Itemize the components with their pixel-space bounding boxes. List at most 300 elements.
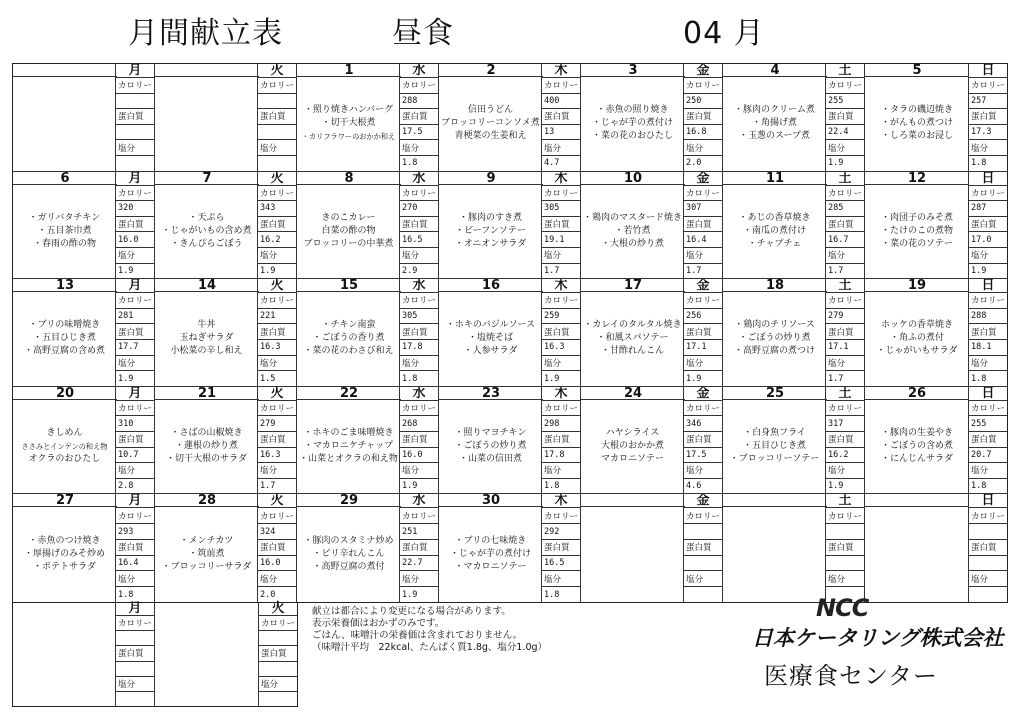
- dish-item: ・五目ひじき煮: [32, 333, 96, 344]
- calorie-value: 287: [969, 201, 1007, 217]
- protein-value: 17.5: [684, 448, 722, 464]
- protein-value: 16.3: [258, 340, 296, 356]
- calorie-value: 279: [826, 309, 864, 325]
- calorie-label: カロリー: [684, 401, 722, 417]
- day-number: 7: [155, 172, 259, 185]
- calorie-label: カロリー: [116, 78, 154, 94]
- calorie-value: 285: [826, 201, 864, 217]
- day-cell: [865, 172, 1007, 280]
- calorie-value: 255: [969, 416, 1007, 432]
- nutrition-column: [399, 279, 438, 386]
- protein-value: 22.4: [826, 125, 864, 141]
- menu-items: [13, 185, 116, 279]
- dish-item: ・南瓜の煮付け: [742, 225, 806, 236]
- menu-items: [865, 507, 969, 602]
- dish-item: ・さばの山椒焼き: [170, 428, 243, 439]
- protein-label: 蛋白質: [259, 646, 297, 661]
- protein-value: 16.5: [400, 232, 438, 248]
- nutrition-column: [683, 172, 722, 279]
- dish-item: 白菜の酢の物: [321, 225, 376, 236]
- protein-value: [684, 556, 722, 572]
- dish-item: ・豚肉のクリーム煮: [733, 105, 815, 116]
- weekday-label: 土: [826, 172, 864, 186]
- calorie-label: カロリー: [400, 78, 438, 94]
- weekday-label: 土: [826, 279, 864, 293]
- day-cell: [581, 279, 723, 387]
- day-cell: [581, 172, 723, 280]
- nutrition-column: [541, 494, 580, 602]
- day-cell: [581, 494, 723, 602]
- day-number: 20: [13, 387, 117, 400]
- center-name: 医療食センター: [764, 662, 939, 690]
- calorie-value: 324: [258, 524, 296, 540]
- menu-items: [581, 507, 684, 602]
- weekday-label: 火: [258, 387, 296, 401]
- weekday-label: 土: [826, 494, 864, 508]
- salt-value: 1.9: [260, 265, 276, 276]
- salt-value: 1.7: [260, 481, 276, 492]
- salt-value: 1.5: [260, 373, 276, 384]
- calorie-label: カロリー: [826, 401, 864, 417]
- dish-item: ・人参サラダ: [463, 346, 518, 357]
- day-cell: [865, 387, 1007, 495]
- salt-value: [116, 692, 154, 706]
- day-number: 11: [723, 172, 827, 185]
- protein-label: 蛋白質: [684, 109, 722, 125]
- calorie-value: 288: [969, 309, 1007, 325]
- dish-item: ・ピリ辛れんこん: [312, 549, 385, 560]
- weekday-label: 木: [542, 494, 580, 508]
- menu-items: [581, 292, 684, 386]
- salt-label: 塩分: [116, 571, 154, 587]
- dish-item: ・塩焼そば: [467, 333, 513, 344]
- protein-value: [826, 556, 864, 572]
- menu-items: [13, 400, 116, 494]
- day-cell: [723, 279, 865, 387]
- nutrition-column: [683, 279, 722, 386]
- nutrition-column: [541, 387, 580, 494]
- day-number: 30: [439, 494, 543, 507]
- calorie-value: 257: [969, 94, 1007, 110]
- salt-value: 1.9: [544, 373, 560, 384]
- salt-value: 1.7: [686, 265, 702, 276]
- dish-item: ・蓮根の炒り煮: [174, 441, 238, 452]
- salt-label: 塩分: [969, 248, 1007, 264]
- menu-items: [865, 77, 969, 171]
- salt-label: 塩分: [116, 463, 154, 479]
- dish-item: ・五目茶巾煮: [37, 225, 92, 236]
- day-number: 13: [13, 279, 117, 292]
- dish-item: ・あじの香草焼き: [738, 212, 811, 223]
- dish-item: ・高野豆腐の含め煮: [23, 346, 105, 357]
- day-number: [581, 494, 685, 507]
- protein-label: 蛋白質: [684, 432, 722, 448]
- day-number: 12: [865, 172, 969, 185]
- nutrition-column: [399, 494, 438, 602]
- protein-label: 蛋白質: [258, 324, 296, 340]
- weekday-label: 木: [542, 387, 580, 401]
- menu-items: [723, 77, 826, 171]
- nutrition-column: [825, 279, 864, 386]
- day-number: 26: [865, 387, 969, 400]
- protein-label: 蛋白質: [684, 217, 722, 233]
- day-cell: [865, 64, 1007, 172]
- calorie-label: カロリー: [684, 186, 722, 202]
- protein-label: 蛋白質: [826, 109, 864, 125]
- weekday-label: 木: [542, 279, 580, 293]
- calorie-value: 288: [400, 94, 438, 110]
- protein-value: 16.2: [826, 448, 864, 464]
- calorie-value: 279: [258, 416, 296, 432]
- nutrition-column: [683, 64, 722, 171]
- protein-label: 蛋白質: [542, 432, 580, 448]
- weekday-label: 水: [400, 387, 438, 401]
- nutrition-column: [541, 64, 580, 171]
- protein-label: 蛋白質: [969, 217, 1007, 233]
- dish-item: ・照り焼きハンバーグ: [303, 105, 394, 116]
- day-cell: [155, 387, 297, 495]
- calorie-label: カロリー: [684, 78, 722, 94]
- nutrition-column: [968, 172, 1007, 279]
- calorie-label: カロリー: [258, 293, 296, 309]
- nutrition-column: [541, 172, 580, 279]
- salt-value: 1.7: [544, 265, 560, 276]
- menu-items: [297, 507, 400, 602]
- overflow-week-row: [12, 602, 298, 707]
- menu-items: [155, 77, 258, 171]
- protein-value: 20.7: [969, 448, 1007, 464]
- protein-value: 17.0: [969, 232, 1007, 248]
- day-cell: [155, 64, 297, 172]
- calorie-label: カロリー: [259, 616, 297, 631]
- salt-label: 塩分: [826, 463, 864, 479]
- salt-value: 1.8: [971, 481, 987, 492]
- calorie-label: カロリー: [116, 508, 154, 524]
- nutrition-column: [115, 279, 154, 386]
- menu-items: [155, 292, 258, 386]
- menu-items: [155, 400, 258, 494]
- dish-item: ・メンチカツ: [179, 536, 234, 547]
- protein-label: 蛋白質: [826, 217, 864, 233]
- nutrition-column: [115, 64, 154, 171]
- salt-label: 塩分: [258, 463, 296, 479]
- nutrition-column: [257, 387, 296, 494]
- salt-label: 塩分: [969, 571, 1007, 587]
- menu-items: [865, 292, 969, 386]
- menu-items: [297, 292, 400, 386]
- weekday-label: 木: [542, 64, 580, 78]
- dish-item: ・ごぼうの香り煮: [312, 333, 385, 344]
- calorie-value: [116, 631, 154, 646]
- salt-value: 1.9: [402, 589, 418, 600]
- weekday-label: 土: [826, 387, 864, 401]
- day-cell: [865, 279, 1007, 387]
- salt-value: 1.9: [402, 481, 418, 492]
- dish-item: きのこカレー: [321, 212, 376, 223]
- day-cell: [581, 387, 723, 495]
- protein-label: 蛋白質: [116, 217, 154, 233]
- weekday-label: 金: [684, 172, 722, 186]
- menu-items: [297, 400, 400, 494]
- salt-label: 塩分: [684, 571, 722, 587]
- dish-item: ・ブロッコリーソテー: [729, 454, 820, 465]
- salt-value: 4.6: [686, 481, 702, 492]
- salt-value: [258, 156, 296, 171]
- day-number: 27: [13, 494, 117, 507]
- protein-value: [969, 556, 1007, 572]
- protein-value: 16.3: [542, 340, 580, 356]
- salt-label: 塩分: [400, 356, 438, 372]
- menu-items: [439, 77, 542, 171]
- dish-item: ・切干大根煮: [321, 118, 376, 129]
- calorie-label: カロリー: [116, 616, 154, 631]
- calorie-value: 221: [258, 309, 296, 325]
- calorie-value: 305: [400, 309, 438, 325]
- calorie-value: [826, 524, 864, 540]
- day-cell: [13, 172, 155, 280]
- dish-item: ・ブリの七味焼き: [454, 536, 527, 547]
- meal-label: 昼食: [392, 16, 454, 51]
- calorie-label: カロリー: [258, 401, 296, 417]
- weekday-label: 水: [400, 494, 438, 508]
- weekday-label: 金: [684, 494, 722, 508]
- calorie-value: 255: [826, 94, 864, 110]
- nutrition-column: [968, 279, 1007, 386]
- protein-label: 蛋白質: [400, 109, 438, 125]
- protein-label: 蛋白質: [116, 646, 154, 661]
- protein-value: 17.8: [542, 448, 580, 464]
- day-cell: [13, 494, 155, 602]
- day-number: 5: [865, 64, 969, 77]
- protein-label: 蛋白質: [258, 109, 296, 125]
- day-number: 29: [297, 494, 401, 507]
- dish-item: ハヤシライス: [605, 428, 660, 439]
- dish-item: ・高野豆腐の煮付: [312, 562, 385, 573]
- protein-label: 蛋白質: [826, 324, 864, 340]
- menu-items: [297, 185, 400, 279]
- protein-label: 蛋白質: [116, 540, 154, 556]
- day-cell: [155, 494, 297, 602]
- weekday-label: 水: [400, 279, 438, 293]
- protein-label: 蛋白質: [116, 109, 154, 125]
- weekday-label: 火: [259, 602, 297, 616]
- dish-item: ・菜の花のおひたし: [591, 131, 673, 142]
- calorie-value: 251: [400, 524, 438, 540]
- day-number: 23: [439, 387, 543, 400]
- nutrition-column: [258, 602, 297, 706]
- weekday-label: 金: [684, 64, 722, 78]
- day-cell: [439, 64, 581, 172]
- salt-label: 塩分: [969, 356, 1007, 372]
- protein-value: 16.4: [116, 556, 154, 572]
- weekday-label: 火: [258, 279, 296, 293]
- protein-label: 蛋白質: [969, 324, 1007, 340]
- menu-items: [155, 507, 258, 602]
- menu-items: [439, 292, 542, 386]
- salt-value: 1.8: [544, 589, 560, 600]
- dish-item: ・若竹煮: [614, 225, 651, 236]
- menu-items: [581, 185, 684, 279]
- dish-item: ・ホキのごま味噌焼き: [303, 428, 394, 439]
- salt-label: 塩分: [259, 677, 297, 692]
- day-cell: [297, 494, 439, 602]
- menu-items: [297, 77, 400, 171]
- dish-item: ・オニオンサラダ: [454, 238, 527, 249]
- salt-label: 塩分: [116, 140, 154, 156]
- nutrition-column: [825, 172, 864, 279]
- calorie-label: カロリー: [400, 401, 438, 417]
- calorie-label: カロリー: [684, 293, 722, 309]
- salt-value: 4.7: [544, 158, 560, 169]
- salt-value: 1.8: [971, 373, 987, 384]
- salt-label: 塩分: [542, 356, 580, 372]
- salt-value: 2.0: [260, 589, 276, 600]
- day-number: 6: [13, 172, 117, 185]
- calorie-label: カロリー: [400, 293, 438, 309]
- protein-label: 蛋白質: [969, 109, 1007, 125]
- weekday-label: 木: [542, 172, 580, 186]
- dish-item: ・しろ菜のお浸し: [880, 131, 953, 142]
- menu-items: [865, 185, 969, 279]
- calorie-label: カロリー: [542, 78, 580, 94]
- salt-value: 1.8: [402, 158, 418, 169]
- menu-items: [723, 292, 826, 386]
- dish-item: ・肉団子のみそ煮: [880, 212, 953, 223]
- dish-item: マカロニソテー: [600, 454, 664, 465]
- day-cell: [13, 279, 155, 387]
- day-number: 24: [581, 387, 685, 400]
- weekday-label: 土: [826, 64, 864, 78]
- nutrition-column: [257, 64, 296, 171]
- dish-item: ・ガリバタチキン: [28, 212, 101, 223]
- calorie-label: カロリー: [400, 508, 438, 524]
- day-cell: [13, 64, 155, 172]
- calorie-label: カロリー: [826, 186, 864, 202]
- calorie-value: 343: [258, 201, 296, 217]
- dish-item: ・がんもの煮つけ: [880, 118, 953, 129]
- salt-label: 塩分: [826, 140, 864, 156]
- protein-value: 17.7: [116, 340, 154, 356]
- day-number: 8: [297, 172, 401, 185]
- day-number: 16: [439, 279, 543, 292]
- calorie-label: カロリー: [969, 186, 1007, 202]
- note-line: ごはん、味噌汁の栄養価は含まれておりません。: [312, 630, 523, 641]
- day-cell: [723, 387, 865, 495]
- salt-label: 塩分: [116, 356, 154, 372]
- dish-item: ささみとインゲンの和え物: [21, 442, 108, 452]
- dish-item: ・じゃが芋の煮付け: [449, 549, 531, 560]
- protein-value: [258, 125, 296, 141]
- salt-label: 塩分: [258, 140, 296, 156]
- protein-value: 16.0: [116, 232, 154, 248]
- dish-item: ・赤魚のつけ焼き: [28, 536, 101, 547]
- calorie-label: カロリー: [116, 293, 154, 309]
- calorie-value: 256: [684, 309, 722, 325]
- dish-item: ・チキン南蛮: [321, 320, 376, 331]
- calorie-value: 346: [684, 416, 722, 432]
- protein-value: 19.1: [542, 232, 580, 248]
- protein-value: [116, 662, 154, 677]
- dish-item: ・ごぼうの含め煮: [880, 441, 953, 452]
- protein-label: 蛋白質: [400, 324, 438, 340]
- weekday-label: 金: [684, 279, 722, 293]
- dish-item: ブロッコリーコンソメ煮: [441, 118, 540, 129]
- protein-label: 蛋白質: [969, 432, 1007, 448]
- day-cell: [13, 387, 155, 495]
- salt-value: 1.8: [544, 481, 560, 492]
- calorie-label: カロリー: [684, 508, 722, 524]
- salt-label: 塩分: [542, 571, 580, 587]
- dish-item: ・赤魚の照り焼き: [596, 105, 669, 116]
- protein-label: 蛋白質: [116, 324, 154, 340]
- salt-value: 1.9: [828, 481, 844, 492]
- calorie-value: 317: [826, 416, 864, 432]
- day-cell: [297, 387, 439, 495]
- menu-items: [581, 400, 684, 494]
- company-name: 日本ケータリング株式会社: [752, 626, 1004, 650]
- note-line: 表示栄養価はおかずのみです。: [312, 618, 445, 629]
- calorie-value: 270: [400, 201, 438, 217]
- dish-item: 青梗菜の生姜和え: [454, 131, 527, 142]
- calorie-label: カロリー: [969, 401, 1007, 417]
- dish-item: ・角ふの煮付: [889, 333, 944, 344]
- protein-label: 蛋白質: [400, 432, 438, 448]
- day-number: 15: [297, 279, 401, 292]
- menu-items: [13, 77, 116, 171]
- day-cell: [439, 494, 581, 602]
- nutrition-column: [541, 279, 580, 386]
- salt-label: 塩分: [684, 463, 722, 479]
- menu-items: [723, 400, 826, 494]
- weekday-label: 日: [969, 494, 1007, 508]
- dish-item: ・じゃが芋の煮付け: [591, 118, 673, 129]
- calorie-label: カロリー: [116, 401, 154, 417]
- calorie-value: [258, 94, 296, 110]
- dish-item: ・カリフラワーのおかか和え: [301, 132, 396, 142]
- menu-items: [13, 292, 116, 386]
- dish-item: ・菜の花のソテー: [881, 238, 953, 249]
- protein-value: 16.3: [258, 448, 296, 464]
- dish-item: ・ごぼうの炒り煮: [454, 441, 527, 452]
- calorie-label: カロリー: [258, 186, 296, 202]
- dish-item: ・角揚げ煮: [751, 118, 797, 129]
- protein-value: 17.5: [400, 125, 438, 141]
- salt-label: 塩分: [826, 571, 864, 587]
- day-number: 25: [723, 387, 827, 400]
- nutrition-column: [115, 602, 154, 706]
- salt-value: 1.9: [971, 265, 987, 276]
- dish-item: ・菜の花のわさび和え: [303, 346, 394, 357]
- dish-item: ・豚肉のスタミナ炒め: [303, 536, 394, 547]
- salt-value: 1.7: [828, 373, 844, 384]
- calorie-label: カロリー: [542, 186, 580, 202]
- dish-item: ・ホキのバジルソース: [445, 320, 536, 331]
- dish-item: ・玉葱のスープ煮: [738, 131, 811, 142]
- nutrition-column: [115, 387, 154, 494]
- weekday-label: 月: [116, 64, 154, 78]
- protein-value: 17.3: [969, 125, 1007, 141]
- calorie-label: カロリー: [969, 508, 1007, 524]
- salt-label: 塩分: [116, 677, 154, 692]
- day-cell: [155, 602, 297, 706]
- protein-label: 蛋白質: [826, 432, 864, 448]
- protein-label: 蛋白質: [400, 540, 438, 556]
- nutrition-column: [399, 64, 438, 171]
- nutrition-column: [257, 494, 296, 602]
- dish-item: ・豚肉のすき煮: [458, 212, 522, 223]
- nutrition-column: [968, 64, 1007, 171]
- protein-value: 13: [542, 125, 580, 141]
